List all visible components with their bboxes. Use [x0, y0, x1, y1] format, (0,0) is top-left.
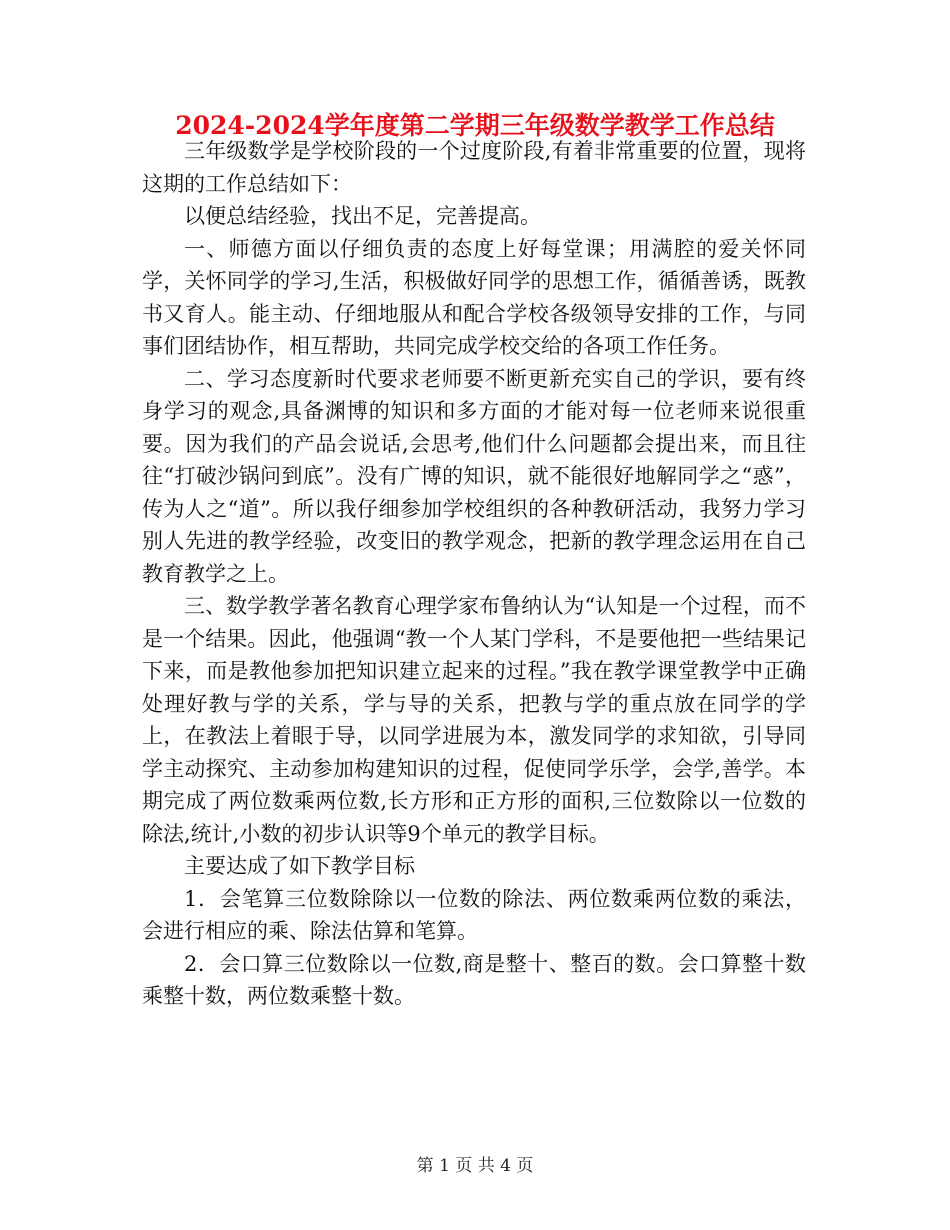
- page-number-footer: 第 1 页 共 4 页: [416, 1156, 534, 1176]
- paragraph-intro: 三年级数学是学校阶段的一个过度阶段,有着非常重要的位置，现将这期的工作总结如下：: [142, 139, 806, 196]
- document-title: 2024-2024学年度第二学期三年级数学教学工作总结: [175, 111, 775, 140]
- paragraph-purpose: 以便总结经验，找出不足，完善提高。: [184, 204, 541, 228]
- paragraph-math-teaching: 三、数学教学著名教育心理学家布鲁纳认为“认知是一个过程，而不是一个结果。因此，他强调“教一个人某门学科，不是要他把一些结果记下来，而是教他参加把知识建立起来的过程。”我在教学课堂教学中正确处理好教与学的关系，学与导的关系，把教与学的重点放在同学的学上，在教法上着眼于导，以同学进展为本，激发同学的求知欲，引导同学主动探究、主动参加构建知识的过程，促使同学乐学，会学,善学。本期完成了两位数乘两位数,长方形和正方形的面积,三位数除以一位数的除法,统计,小数的初步认识等9个单元的教学目标。: [142, 594, 806, 846]
- paragraph-learning-attitude: 二、学习态度新时代要求老师要不断更新充实自己的学识，要有终身学习的观念,具备渊博的知识和多方面的才能对每一位老师来说很重要。因为我们的产品会说话,会思考,他们什么问题都会提出来，而且往往“打破沙锅问到底”。没有广博的知识，就不能很好地解同学之“惑”，传为人之“道”。所以我仔细参加学校组织的各种教研活动，我努力学习别人先进的教学经验，改变旧的教学观念，把新的教学理念运用在自己教育教学之上。: [142, 366, 806, 586]
- paragraph-goal-2: 2．会口算三位数除以一位数,商是整十、整百的数。会口算整十数乘整十数，两位数乘整十数。: [142, 951, 806, 1008]
- document-body: [142, 135, 806, 1013]
- paragraph-goal-1: 1．会笔算三位数除除以一位数的除法、两位数乘两位数的乘法，会进行相应的乘、除法估算和笔算。: [142, 886, 806, 943]
- paragraph-goals-heading: 主要达成了如下教学目标: [184, 854, 415, 878]
- paragraph-ethics: 一、师德方面以仔细负责的态度上好每堂课；用满腔的爱关怀同学，关怀同学的学习,生活，积极做好同学的思想工作，循循善诱，既教书又育人。能主动、仔细地服从和配合学校各级领导安排的工作，与同事们团结协作，相互帮助，共同完成学校交给的各项工作任务。: [142, 236, 806, 358]
